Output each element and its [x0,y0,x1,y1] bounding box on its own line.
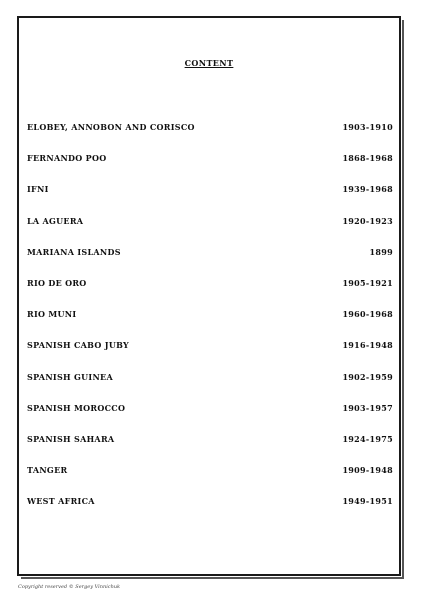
toc-entry-years: 1909-1948 [342,465,393,476]
toc-entry [27,216,393,247]
toc-entry-years: 1916-1948 [342,340,393,351]
toc-entry [27,465,393,496]
toc-entry [27,309,393,340]
toc-entry-name: FERNANDO POO [27,153,107,164]
toc-entry-name: IFNI [27,184,49,195]
toc-entry [27,340,393,371]
toc-entry-years: 1924-1975 [342,433,393,444]
toc-entry-years: 1899 [369,246,393,257]
toc-entry-years: 1903-1957 [342,402,393,413]
toc-entry-name: RIO MUNI [27,309,77,320]
toc-entry [27,153,393,184]
toc-entry-years: 1939-1968 [342,184,393,195]
toc-entry [27,372,393,403]
toc-entry-name: RIO DE ORO [27,277,87,288]
toc-entry [27,184,393,215]
toc-entry-name: TANGER [27,465,68,476]
toc-entry-name: LA AGUERA [27,215,84,226]
toc-entry-years: 1902-1959 [342,371,393,382]
page-frame [17,16,401,576]
toc-entry-years: 1868-1968 [342,153,393,164]
toc-entry-name: ELOBEY, ANNOBON AND CORISCO [27,122,195,132]
toc-entry-years: 1949-1951 [342,496,393,507]
contents-list [27,122,393,527]
toc-entry [27,122,393,153]
toc-entry-name: WEST AFRICA [27,496,95,507]
toc-entry-name: MARIANA ISLANDS [27,246,121,257]
copyright-notice: Copyright reserved © Sergey Vinnichuk [18,584,121,590]
toc-entry [27,278,393,309]
toc-entry-years: 1905-1921 [342,277,393,288]
toc-entry-name: SPANISH SAHARA [27,433,115,444]
toc-entry-years: 1903-1910 [342,122,393,132]
toc-entry-name: SPANISH MOROCCO [27,402,126,413]
toc-entry-name: SPANISH GUINEA [27,371,113,382]
toc-entry [27,434,393,465]
toc-entry [27,403,393,434]
page-title: CONTENT [184,58,234,68]
toc-entry-years: 1960-1968 [342,309,393,320]
toc-entry-years: 1920-1923 [342,215,393,226]
toc-entry [27,496,393,527]
toc-entry-name: SPANISH CABO JUBY [27,340,130,351]
toc-entry [27,247,393,278]
